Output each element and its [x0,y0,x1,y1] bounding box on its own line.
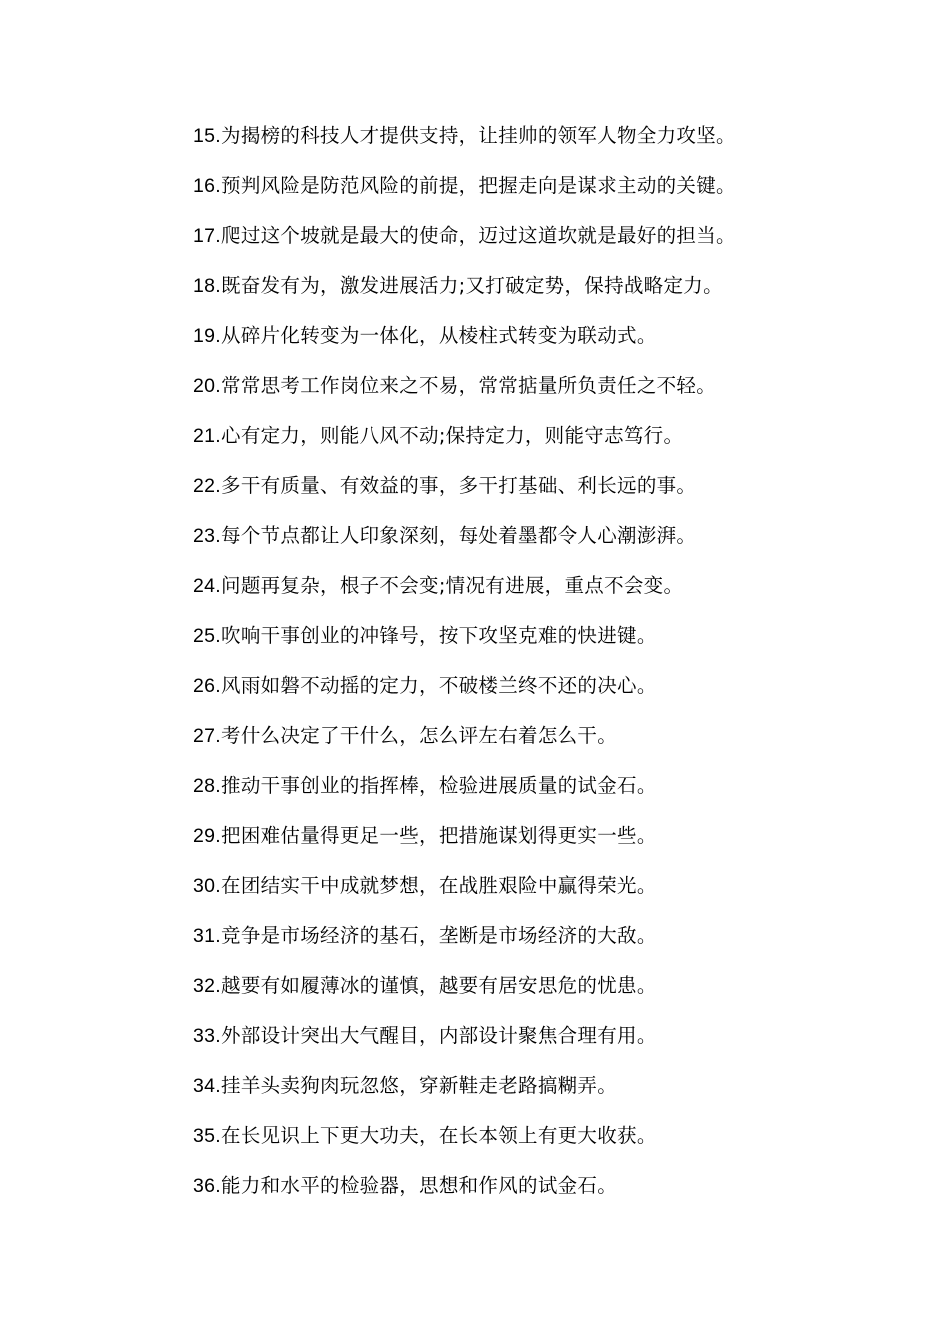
item-number: 35. [193,1125,222,1147]
item-text: 竞争是市场经济的基石，垄断是市场经济的大敌。 [221,924,657,947]
item-number: 34. [193,1075,222,1097]
list-item [193,717,833,767]
item-text: 在长见识上下更大功夫，在长本领上有更大收获。 [221,1124,657,1147]
list-item [193,167,833,217]
item-text: 心有定力，则能八风不动;保持定力，则能守志笃行。 [221,424,684,447]
list-item [193,867,833,917]
item-text: 常常思考工作岗位来之不易，常常掂量所负责任之不轻。 [221,374,717,397]
item-number: 30. [193,875,222,897]
item-number: 36. [193,1175,222,1197]
list-item [193,417,833,467]
item-number: 21. [193,425,222,447]
item-number: 26. [193,675,222,697]
item-text: 问题再复杂，根子不会变;情况有进展，重点不会变。 [221,574,684,597]
item-number: 27. [193,725,222,747]
list-item [193,267,833,317]
list-item [193,317,833,367]
list-item [193,467,833,517]
item-number: 16. [193,175,222,197]
item-text: 从碎片化转变为一体化，从棱柱式转变为联动式。 [221,324,657,347]
list-item [193,217,833,267]
item-text: 多干有质量、有效益的事，多干打基础、利长远的事。 [221,474,697,497]
item-number: 33. [193,1025,222,1047]
list-item [193,1017,833,1067]
item-number: 23. [193,525,222,547]
item-text: 越要有如履薄冰的谨慎，越要有居安思危的忧患。 [221,974,657,997]
item-text: 在团结实干中成就梦想，在战胜艰险中赢得荣光。 [221,874,657,897]
item-text: 外部设计突出大气醒目，内部设计聚焦合理有用。 [221,1024,657,1047]
item-text: 预判风险是防范风险的前提，把握走向是谋求主动的关键。 [221,174,736,197]
item-text: 风雨如磐不动摇的定力，不破楼兰终不还的决心。 [221,674,657,697]
item-text: 吹响干事创业的冲锋号，按下攻坚克难的快进键。 [221,624,657,647]
item-text: 挂羊头卖狗肉玩忽悠，穿新鞋走老路搞糊弄。 [221,1074,618,1097]
item-text: 为揭榜的科技人才提供支持，让挂帅的领军人物全力攻坚。 [221,124,736,147]
item-text: 把困难估量得更足一些，把措施谋划得更实一些。 [221,824,657,847]
list-item [193,767,833,817]
item-number: 31. [193,925,222,947]
list-item [193,367,833,417]
list-item [193,567,833,617]
list-item [193,117,833,167]
item-number: 22. [193,475,222,497]
item-text: 考什么决定了干什么，怎么评左右着怎么干。 [221,724,618,747]
item-text: 每个节点都让人印象深刻，每处着墨都令人心潮澎湃。 [221,524,697,547]
list-item [193,1067,833,1117]
item-number: 15. [193,125,222,147]
item-text: 推动干事创业的指挥棒，检验进展质量的试金石。 [221,774,657,797]
item-number: 25. [193,625,222,647]
item-text: 爬过这个坡就是最大的使命，迈过这道坎就是最好的担当。 [221,224,736,247]
list-item [193,1117,833,1167]
item-number: 18. [193,275,222,297]
list-item [193,917,833,967]
item-text: 能力和水平的检验器，思想和作风的试金石。 [221,1174,618,1197]
document-body [193,117,833,1217]
item-number: 17. [193,225,222,247]
list-item [193,817,833,867]
item-number: 28. [193,775,222,797]
list-item [193,517,833,567]
list-item [193,1167,833,1217]
list-item [193,667,833,717]
list-item [193,617,833,667]
item-number: 29. [193,825,222,847]
item-text: 既奋发有为，激发进展活力;又打破定势，保持战略定力。 [221,274,723,297]
item-number: 20. [193,375,222,397]
item-number: 19. [193,325,222,347]
list-item [193,967,833,1017]
item-number: 32. [193,975,222,997]
item-number: 24. [193,575,222,597]
